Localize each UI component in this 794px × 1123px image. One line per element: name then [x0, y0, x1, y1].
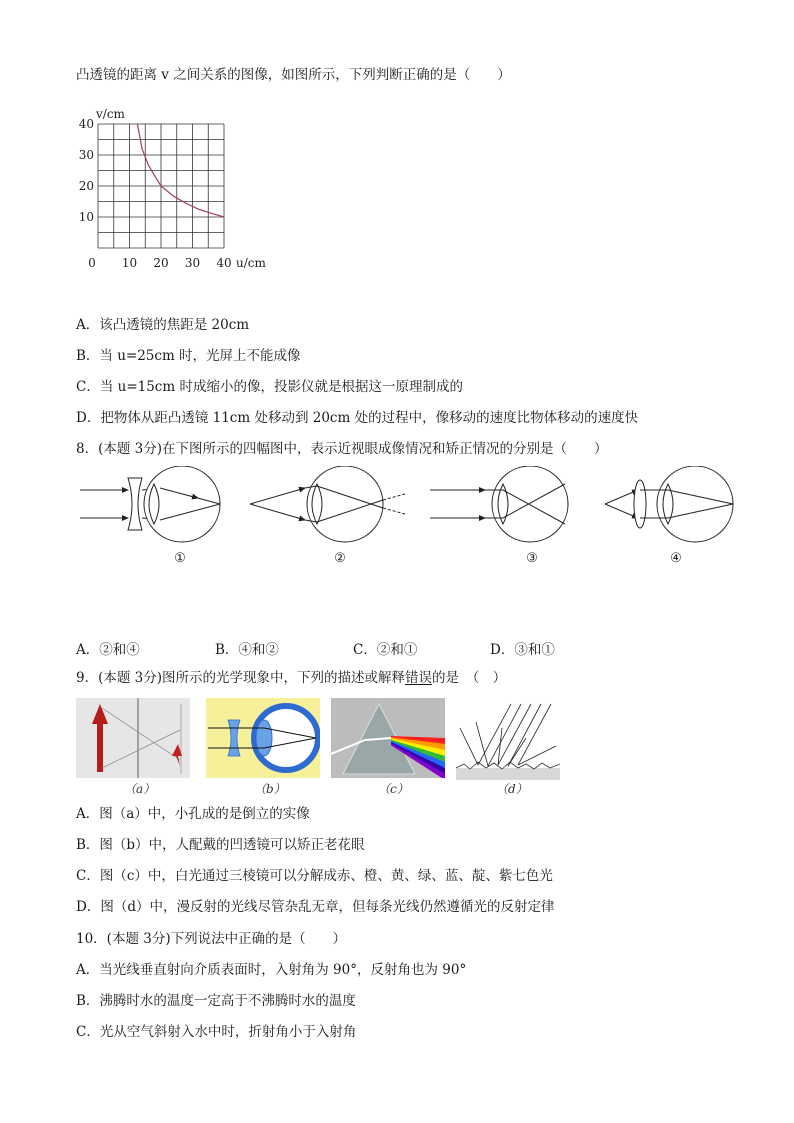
x-tick-label: 10	[121, 256, 138, 270]
q8-option-b: B．④和②	[215, 642, 279, 658]
q9-stem	[76, 669, 506, 687]
q7-stem: 凸透镜的距离 v 之间关系的图像，如图所示，下列判断正确的是（ ）	[76, 67, 511, 83]
q7-option-d: D．把物体从距凸透镜 11cm 处移动到 20cm 处的过程中，像移动的速度比物体移动的速度快	[76, 410, 639, 426]
eye-diagrams	[70, 466, 750, 571]
y-tick-label: 40	[78, 117, 94, 131]
q9-option-d: D．图（d）中，漫反射的光线尽管杂乱无章，但每条光线仍然遵循光的反射定律	[76, 899, 555, 915]
v-u-graph	[70, 95, 270, 275]
eye-figure-1	[80, 466, 220, 542]
q9-option-c: C．图（c）中，白光通过三棱镜可以分解成赤、橙、黄、绿、蓝、靛、紫七色光	[76, 868, 553, 884]
q10-option-c: C．光从空气斜射入水中时，折射角小于入射角	[76, 1024, 357, 1040]
x-axis-label: u/cm	[236, 256, 266, 270]
figure-c-label: （c）	[378, 782, 409, 796]
eye-label-1: ①	[174, 551, 186, 566]
q10-option-b: B．沸腾时水的温度一定高于不沸腾时水的温度	[76, 993, 356, 1009]
eye-figure-2	[250, 466, 405, 542]
eye-figure-4	[605, 466, 733, 542]
eye-figure-3	[430, 466, 568, 542]
eye-label-4: ④	[670, 551, 682, 566]
figure-a-pinhole	[76, 698, 190, 778]
x-tick-label: 20	[153, 256, 169, 270]
eye-label-2: ②	[334, 551, 346, 566]
q10-stem: 10．(本题 3分)下列说法中正确的是（ ）	[76, 931, 347, 947]
y-tick-label: 10	[78, 210, 94, 224]
figure-a-label: （a）	[124, 782, 156, 796]
q9-stem-after: 的是 （ ）	[432, 670, 507, 686]
q8-option-c: C．②和①	[353, 642, 418, 658]
figure-d-diffuse-reflection	[456, 698, 560, 780]
q10-option-a: A．当光线垂直射向介质表面时，入射角为 90°，反射角也为 90°	[76, 962, 467, 978]
q8-stem: 8．(本题 3分)在下图所示的四幅图中，表示近视眼成像情况和矫正情况的分别是（ ）	[76, 441, 608, 457]
q9-option-a: A．图（a）中，小孔成的是倒立的实像	[76, 806, 310, 822]
q7-option-a: A．该凸透镜的焦距是 20cm	[76, 317, 250, 333]
y-tick-label: 30	[78, 148, 94, 162]
q9-stem-before: 9．(本题 3分)图所示的光学现象中，下列的描述或解释	[76, 670, 406, 686]
x-tick-label: 30	[184, 256, 201, 270]
y-tick-label: 20	[78, 179, 94, 193]
q8-option-a: A．②和④	[76, 642, 140, 658]
q9-stem-underlined: 错误	[405, 670, 433, 686]
figure-b-label: （b）	[254, 782, 286, 796]
q8-option-d: D．③和①	[490, 642, 555, 658]
figure-d-label: （d）	[496, 782, 528, 796]
y-axis-label: v/cm	[96, 107, 125, 121]
x-tick-label: 40	[216, 256, 232, 270]
x-tick-label: 0	[88, 256, 96, 270]
eye-label-3: ③	[526, 551, 538, 566]
q7-option-c: C．当 u=15cm 时成缩小的像，投影仪就是根据这一原理制成的	[76, 379, 463, 395]
figure-b-eye-lens	[206, 698, 320, 778]
q7-option-b: B．当 u=25cm 时，光屏上不能成像	[76, 348, 301, 364]
q9-option-b: B．图（b）中，人配戴的凹透镜可以矫正老花眼	[76, 837, 365, 853]
figure-c-prism	[331, 698, 445, 778]
